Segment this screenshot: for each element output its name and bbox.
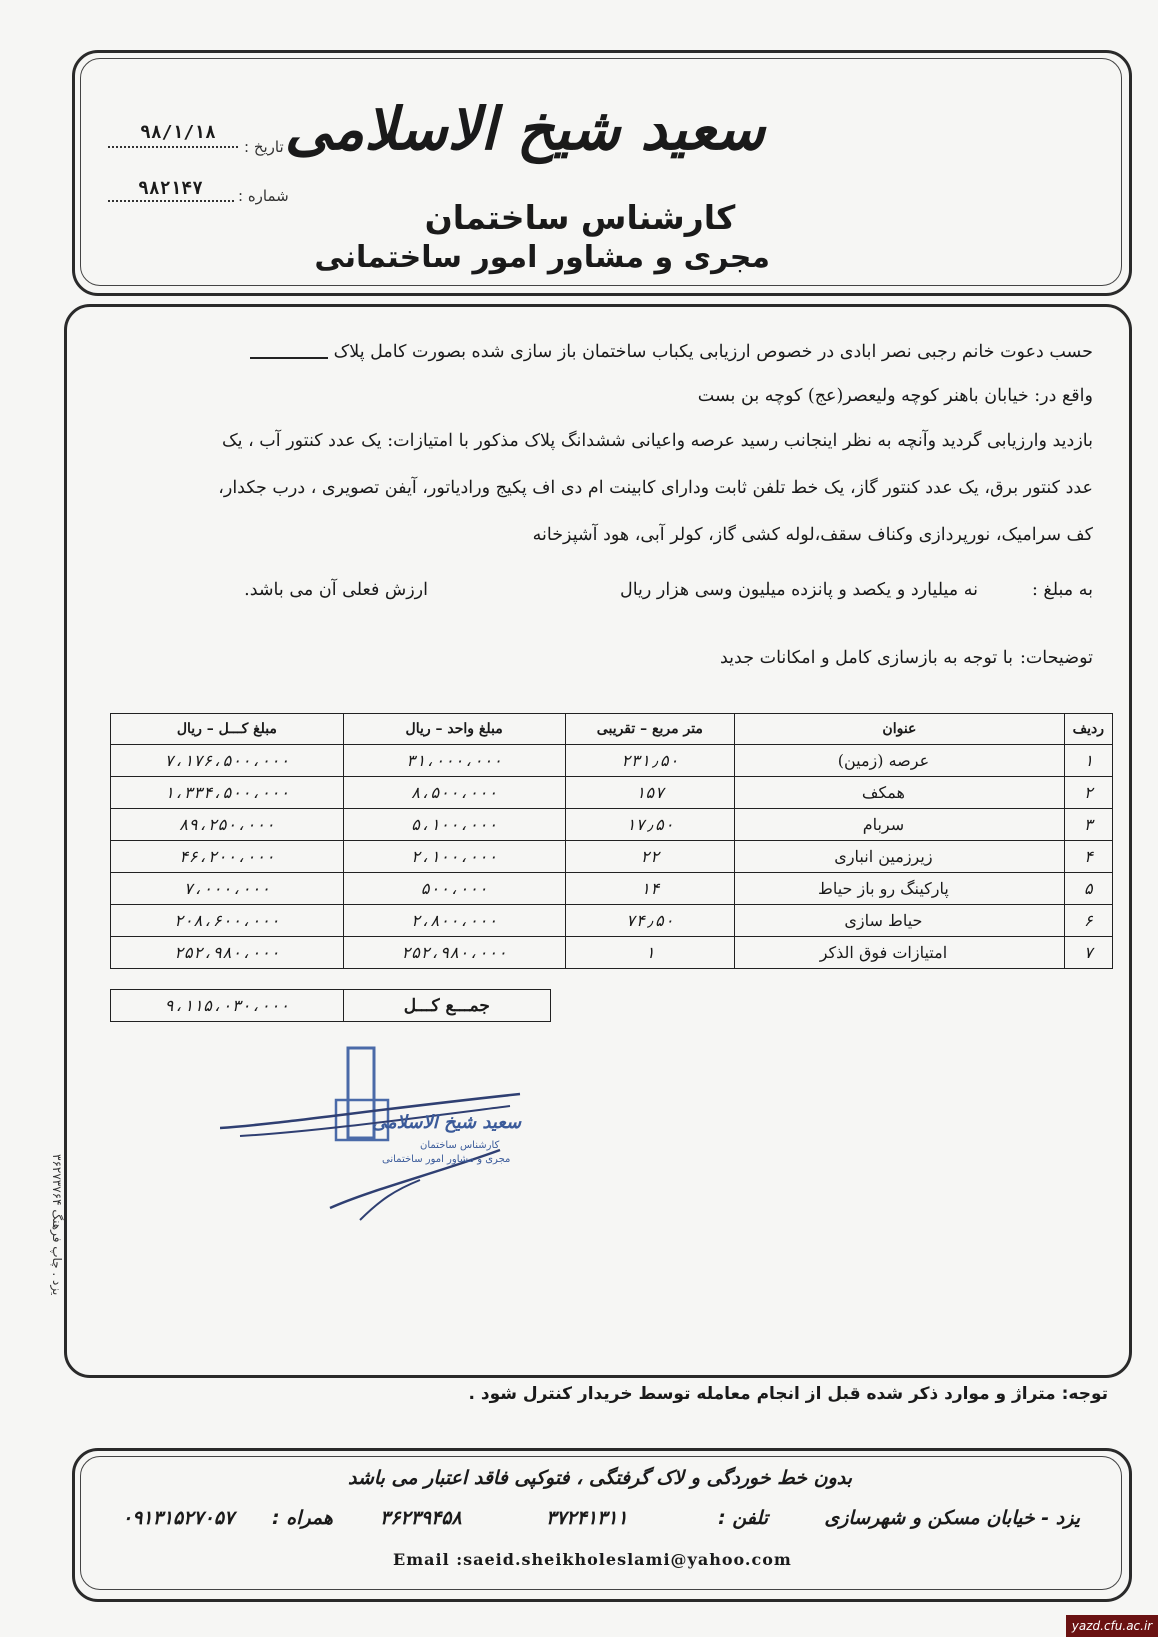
row-unit-price: ۳۱،۰۰۰،۰۰۰ — [343, 745, 565, 777]
date-label: تاریخ : — [244, 138, 284, 156]
row-area: ۱۷٫۵۰ — [565, 809, 735, 841]
footer-mobile: ۰۹۱۳۱۵۲۷۰۵۷ — [122, 1507, 235, 1529]
row-total-price: ۷،۱۷۶،۵۰۰،۰۰۰ — [111, 745, 344, 777]
footer-address: یزد - خیابان مسکن و شهرسازی — [824, 1507, 1080, 1529]
footer-mobile-label: همراه : — [272, 1507, 333, 1529]
header-unit-price: مبلغ واحد – ریال — [343, 714, 565, 745]
row-unit-price: ۲،۱۰۰،۰۰۰ — [343, 841, 565, 873]
notice-text: توجه: متراژ و موارد ذکر شده قبل از انجام معامله توسط خریدار کنترل شود . — [468, 1384, 1108, 1404]
row-number: ۳ — [1064, 809, 1112, 841]
number-label: شماره : — [238, 187, 289, 205]
row-total-price: ۲۵۲،۹۸۰،۰۰۰ — [111, 937, 344, 969]
row-number: ۷ — [1064, 937, 1112, 969]
letterhead-name: سعید شیخ الاسلامی — [284, 95, 765, 163]
row-title: زیرزمین انباری — [735, 841, 1064, 873]
letterhead-subtitle-contractor: مجری و مشاور امور ساختمانی — [314, 240, 770, 275]
row-total-price: ۸۹،۲۵۰،۰۰۰ — [111, 809, 344, 841]
stamp-name: سعید شیخ الاسلامی — [372, 1112, 522, 1133]
table-row — [111, 905, 1113, 937]
footer-phone-1: ۳۷۲۴۱۳۱۱ — [546, 1507, 628, 1529]
row-total-price: ۴۶،۲۰۰،۰۰۰ — [111, 841, 344, 873]
row-title: امتیازات فوق الذکر — [735, 937, 1064, 969]
date-dotline — [108, 146, 238, 148]
body-line-4: عدد کنتور برق، یک عدد کنتور گاز، یک خط تلفن ثابت ودارای کابینت ام دی اف پکیج ورادیاتور، آیفن تصویری ، درب جکدار، — [218, 478, 1093, 498]
stamp-line-2: مجری و مشاور امور ساختمانی — [382, 1154, 511, 1165]
table-row — [111, 809, 1113, 841]
grand-total-label: جمـــع کـــل — [343, 990, 550, 1022]
table-row — [111, 777, 1113, 809]
date-value: ۹۸/۱/۱۸ — [140, 122, 216, 143]
row-total-price: ۱،۳۳۴،۵۰۰،۰۰۰ — [111, 777, 344, 809]
row-area: ۲۲ — [565, 841, 735, 873]
row-area: ۱۴ — [565, 873, 735, 905]
notes-text: با توجه به بازسازی کامل و امکانات جدید — [719, 648, 1013, 668]
table-row — [111, 937, 1113, 969]
row-number: ۱ — [1064, 745, 1112, 777]
header-title: عنوان — [735, 714, 1064, 745]
header-area: متر مربع – تقریبی — [565, 714, 735, 745]
amount-suffix: ارزش فعلی آن می باشد. — [244, 580, 428, 600]
grand-total-table — [110, 989, 551, 1022]
table-header-row — [111, 714, 1113, 745]
table-row — [111, 873, 1113, 905]
row-title: حیاط سازی — [735, 905, 1064, 937]
row-number: ۵ — [1064, 873, 1112, 905]
row-total-price: ۲۰۸،۶۰۰،۰۰۰ — [111, 905, 344, 937]
row-area: ۱ — [565, 937, 735, 969]
grand-total-value: ۹،۱۱۵،۰۳۰،۰۰۰ — [111, 990, 344, 1022]
footer-phone-label: تلفن : — [718, 1507, 768, 1529]
body-line-5: کف سرامیک، نورپردازی وکناف سقف،لوله کشی گاز، کولر آبی، هود آشپزخانه — [532, 525, 1093, 545]
number-value: ۹۸۲۱۴۷ — [138, 178, 204, 199]
amount-label: به مبلغ : — [1031, 580, 1093, 600]
row-unit-price: ۸،۵۰۰،۰۰۰ — [343, 777, 565, 809]
row-unit-price: ۲۵۲،۹۸۰،۰۰۰ — [343, 937, 565, 969]
row-unit-price: ۵،۱۰۰،۰۰۰ — [343, 809, 565, 841]
stamp-line-1: کارشناس ساختمان — [420, 1140, 500, 1151]
row-area: ۱۵۷ — [565, 777, 735, 809]
row-number: ۴ — [1064, 841, 1112, 873]
body-line-3: بازدید وارزیابی گردید وآنچه به نظر اینجانب رسید عرصه واعیانی ششدانگ پلاک مذکور با امتیازات: یک عدد کنتور آب ، یک — [222, 431, 1093, 451]
header-total-price: مبلغ کـــل – ریال — [111, 714, 344, 745]
row-number: ۲ — [1064, 777, 1112, 809]
footer-phone-2: ۳۶۲۳۹۴۵۸ — [380, 1507, 462, 1529]
row-title: همکف — [735, 777, 1064, 809]
table-row — [111, 745, 1113, 777]
footer-email[interactable]: Email :saeid.sheikholeslami@yahoo.com — [393, 1550, 792, 1569]
letterhead-subtitle-expert: کارشناس ساختمان — [424, 198, 736, 237]
row-title: پارکینگ رو باز حیاط — [735, 873, 1064, 905]
body-line-1 — [250, 344, 1093, 362]
table-row — [111, 841, 1113, 873]
row-unit-price: ۵۰۰،۰۰۰ — [343, 873, 565, 905]
valuation-table — [110, 713, 1113, 969]
header-row-number: ردیف — [1064, 714, 1112, 745]
site-watermark[interactable]: yazd.cfu.ac.ir — [1066, 1615, 1158, 1637]
row-title: سربام — [735, 809, 1064, 841]
row-title: عرصه (زمین) — [735, 745, 1064, 777]
amount-text: نه میلیارد و یکصد و پانزده میلیون وسی هزار ریال — [620, 580, 978, 600]
notes-label: توضیحات: — [1019, 648, 1093, 668]
grand-total-row — [111, 990, 551, 1022]
row-area: ۲۳۱٫۵۰ — [565, 745, 735, 777]
request-text: حسب دعوت خانم رجبی نصر ابادی در خصوص ارزیابی یکباب ساختمان باز سازی شده بصورت کامل پلاک — [333, 342, 1093, 362]
row-area: ۷۴٫۵۰ — [565, 905, 735, 937]
row-total-price: ۷،۰۰۰،۰۰۰ — [111, 873, 344, 905]
number-dotline — [108, 200, 234, 202]
row-unit-price: ۲،۸۰۰،۰۰۰ — [343, 905, 565, 937]
row-number: ۶ — [1064, 905, 1112, 937]
plate-number-blank — [250, 347, 328, 359]
body-line-2: واقع در: خیابان باهنر کوچه ولیعصر(عج) کوچه بن بست — [697, 386, 1093, 406]
validity-note: بدون خط خوردگی و لاک گرفتگی ، فتوکپی فاقد اعتبار می باشد — [347, 1467, 853, 1489]
printer-note: یزد . چاپ فرهنگ ۳۶۲۷۳۷۶۴ — [50, 1153, 64, 1295]
